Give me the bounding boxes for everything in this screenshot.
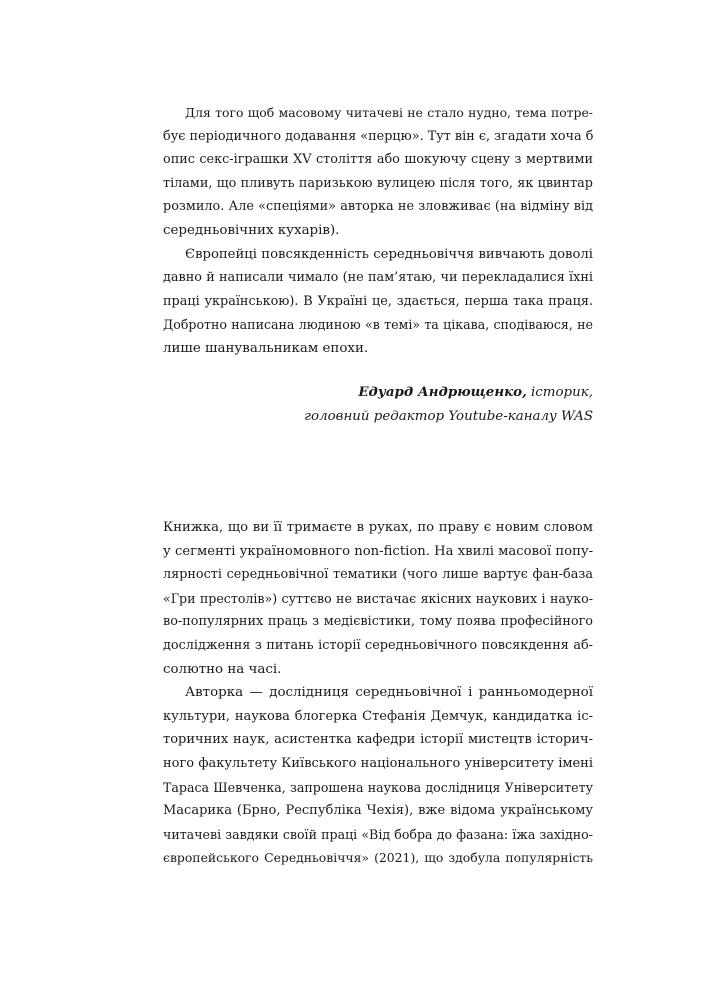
- text-line: Європейці повсякденність середньовіччя вивчають доволі: [185, 246, 593, 262]
- text-line: Книжка, що ви її тримаєте в руках, по праву є новим словом: [163, 520, 593, 535]
- text-line: у сегменті україномовного non-fiction. На хвилі масової попу-: [163, 543, 594, 559]
- text-line: давно й написали чимало (не пам’ятаю, чи перекладалися їхні: [163, 270, 593, 286]
- text-line: європейського Середньовіччя» (2021), що здобула популярність: [163, 850, 593, 866]
- text-line: лише шанувальникам епохи.: [163, 340, 369, 356]
- text-line: дослідження з питань історії середньовічного повсякдення аб-: [163, 637, 593, 653]
- text-line: солютно на часі.: [163, 661, 282, 677]
- review-signature: [304, 380, 593, 429]
- text-line: ного факультету Київського національного університету імені: [163, 755, 593, 771]
- text-line: середньовічних кухарів).: [163, 222, 340, 238]
- text-line: Авторка — дослідниця середньовічної і ранньомодерної: [185, 685, 593, 701]
- text-line: «Гри престолів») суттєво не вистачає якісних наукових і науко-: [163, 590, 593, 606]
- author-role: історик,: [526, 385, 593, 400]
- text-line: во-популярних праць з медієвістики, тому поява професійного: [163, 614, 593, 630]
- text-line: бує періодичного додавання «перцю». Тут він є, згадати хоча б: [163, 128, 594, 144]
- author-name: Едуард Андрющенко,: [358, 384, 527, 400]
- text-line: опис секс-іграшки XV століття або шокуючу сцену з мертвими: [163, 152, 593, 168]
- text-line: розмило. Але «спеціями» авторка не зловживає (на відміну від: [163, 199, 593, 215]
- review-text-2: [163, 516, 593, 870]
- text-line: торичних наук, асистентка кафедри історії мистецтв історич-: [163, 732, 593, 748]
- author-position: головний редактор Youtube-каналу WAS: [304, 409, 593, 424]
- text-line: культури, наукова блогерка Стефанія Демчук, кандидатка іс-: [163, 708, 593, 724]
- signature-line-1: [304, 380, 593, 405]
- text-line: праці українською). В Україні це, здається, перша така праця.: [163, 293, 593, 309]
- text-line: Тараса Шевченка, запрошена наукова дослідниця Університету: [163, 779, 593, 795]
- text-line: читачеві завдяки своїй праці «Від бобра до фазана: їжа західно-: [163, 826, 593, 842]
- text-line: лярності середньовічної тематики (чого лише вартує фан-база: [163, 567, 593, 583]
- text-line: тілами, що пливуть паризькою вулицею після того, як цвинтар: [163, 175, 593, 191]
- text-line: Для того щоб масовому читачеві не стало нудно, тема потре-: [185, 105, 593, 120]
- text-line: Масарика (Брно, Республіка Чехія), вже відома українському: [163, 803, 593, 819]
- review-text-1: [163, 101, 593, 361]
- text-line: Добротно написана людиною «в темі» та цікава, сподіваюся, не: [163, 317, 593, 333]
